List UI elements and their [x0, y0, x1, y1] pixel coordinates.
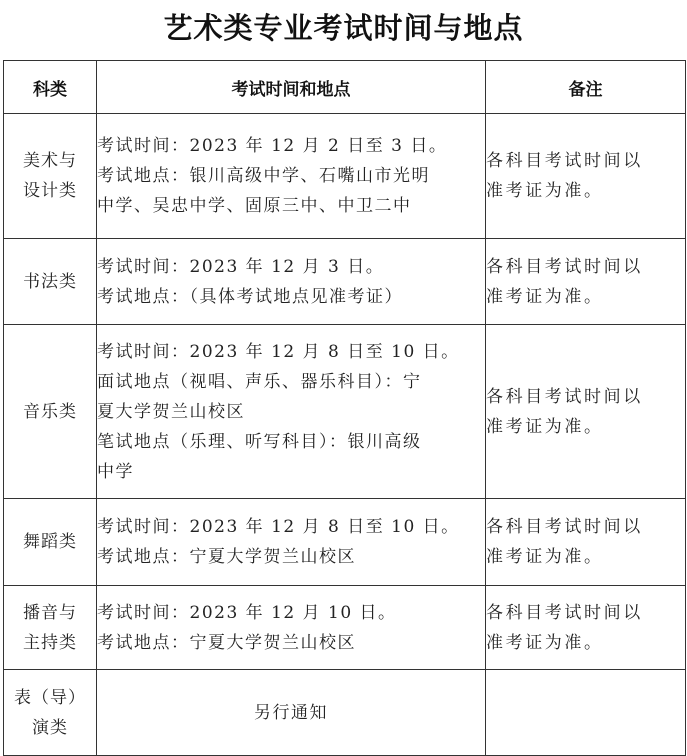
detail-line: 考试时间：2023 年 12 月 8 日至 10 日。: [97, 517, 460, 537]
detail-cell: [97, 586, 486, 670]
table-row: [4, 499, 686, 586]
category-cell: [4, 586, 97, 670]
detail-cell: [97, 325, 486, 499]
detail-line: 笔试地点（乐理、听写科目）：银川高级: [97, 431, 422, 452]
remarks-line: 各科目考试时间以: [486, 151, 643, 171]
detail-line: 另行通知: [254, 702, 328, 723]
detail-line: 考试时间：2023 年 12 月 8 日至 10 日。: [97, 341, 460, 362]
category-line: 设计类: [23, 181, 77, 201]
table-row: [4, 670, 686, 756]
detail-line: 考试地点：宁夏大学贺兰山校区: [97, 547, 356, 567]
remarks-line: 各科目考试时间以: [486, 386, 643, 407]
category-cell: [4, 670, 97, 756]
header-remarks: 备注: [486, 61, 686, 114]
detail-line: 考试地点：（具体考试地点见准考证）: [97, 286, 403, 307]
table-row: [4, 586, 686, 670]
category-line: 美术与: [23, 151, 77, 171]
detail-cell: [97, 114, 486, 239]
detail-line: 考试时间：2023 年 12 月 3 日。: [97, 256, 385, 277]
remarks-line: 准考证为准。: [486, 632, 604, 653]
remarks-line: 准考证为准。: [486, 181, 604, 201]
remarks-line: 准考证为准。: [486, 416, 604, 437]
remarks-line: 准考证为准。: [486, 286, 604, 307]
remarks-cell: [486, 114, 686, 239]
detail-line: 考试地点：宁夏大学贺兰山校区: [97, 632, 356, 653]
category-cell: [4, 499, 97, 586]
category-cell: [4, 325, 97, 499]
detail-line: 考试地点：银川高级中学、石嘴山市光明: [97, 166, 430, 186]
table-row: [4, 239, 686, 325]
category-line: 舞蹈类: [23, 532, 77, 552]
remarks-line: 各科目考试时间以: [486, 602, 643, 623]
remarks-line: 各科目考试时间以: [486, 256, 643, 277]
detail-line: 中学、吴忠中学、固原三中、中卫二中: [97, 196, 412, 216]
document-title: 艺术类专业考试时间与地点: [163, 11, 524, 45]
detail-cell: [97, 499, 486, 586]
detail-line: 面试地点（视唱、声乐、器乐科目）：宁: [97, 371, 422, 392]
remarks-line: 各科目考试时间以: [486, 517, 643, 537]
table-row: [4, 325, 686, 499]
detail-line: 中学: [97, 461, 134, 482]
category-line: 播音与: [23, 602, 77, 623]
remarks-cell: [486, 586, 686, 670]
category-line: 表（导）: [14, 687, 86, 708]
category-line: 书法类: [23, 271, 77, 292]
category-line: 音乐类: [23, 401, 77, 422]
detail-cell: [97, 670, 486, 756]
detail-line: 考试时间：2023 年 12 月 10 日。: [97, 602, 397, 623]
header-time-place: 考试时间和地点: [97, 61, 486, 114]
remarks-line: 准考证为准。: [486, 547, 604, 567]
detail-cell: [97, 239, 486, 325]
detail-line: 考试时间：2023 年 12 月 2 日至 3 日。: [97, 136, 448, 156]
table-row: [4, 114, 686, 239]
detail-line: 夏大学贺兰山校区: [97, 401, 245, 422]
remarks-cell-empty: [486, 670, 686, 756]
category-cell: [4, 114, 97, 239]
category-cell: [4, 239, 97, 325]
remarks-cell: [486, 239, 686, 325]
category-line: 主持类: [23, 632, 77, 653]
table-header-row: [4, 61, 686, 114]
remarks-cell: [486, 325, 686, 499]
header-category: 科类: [4, 61, 97, 114]
remarks-cell: [486, 499, 686, 586]
category-line: 演类: [32, 717, 68, 738]
exam-schedule-table: [3, 60, 686, 756]
